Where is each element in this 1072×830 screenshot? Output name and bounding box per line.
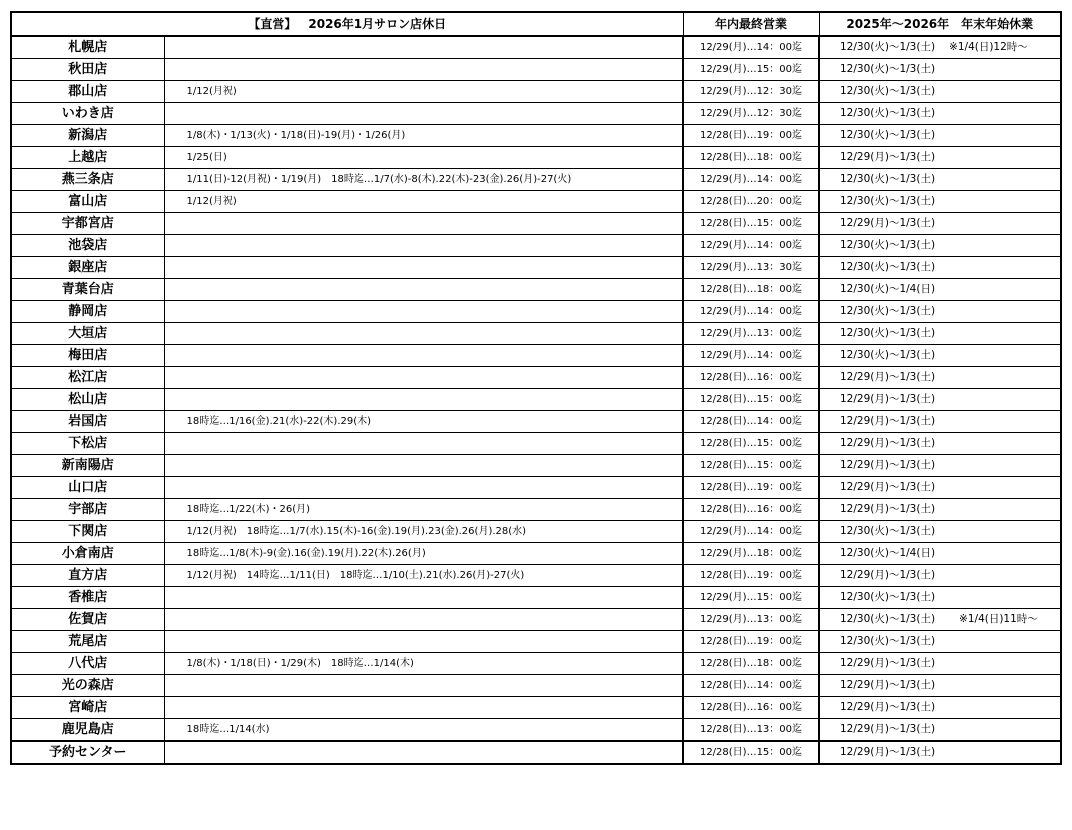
table-row <box>11 279 1061 301</box>
holiday-dates: 18時迄…1/22(木)・26(月) <box>164 499 683 521</box>
last-business-day: 12/28(日)…14：00迄 <box>683 411 819 433</box>
last-business-day: 12/28(日)…19：00迄 <box>683 631 819 653</box>
last-business-day: 12/29(月)…14：00迄 <box>683 169 819 191</box>
store-name: 岩国店 <box>11 411 164 433</box>
closure-period: 12/30(火)～1/3(土) <box>840 107 936 119</box>
table-row <box>11 103 1061 125</box>
store-name: 郡山店 <box>11 81 164 103</box>
holiday-dates: 1/12(月祝) 14時迄…1/11(日) 18時迄…1/10(土).21(水).26(月)-27(火) <box>164 565 683 587</box>
store-name: 香椎店 <box>11 587 164 609</box>
holiday-dates <box>164 609 683 631</box>
holiday-dates <box>164 587 683 609</box>
table-row <box>11 301 1061 323</box>
newyear-closure <box>819 499 1061 521</box>
holiday-dates <box>164 741 683 764</box>
closure-period: 12/30(火)～1/4(日) <box>840 283 936 295</box>
table-row <box>11 147 1061 169</box>
last-business-day: 12/29(月)…14：00迄 <box>683 521 819 543</box>
store-name: 富山店 <box>11 191 164 213</box>
last-business-day: 12/28(日)…19：00迄 <box>683 125 819 147</box>
table-row <box>11 389 1061 411</box>
closure-period: 12/30(火)～1/3(土) <box>840 173 936 185</box>
table-row <box>11 169 1061 191</box>
holiday-dates: 1/8(木)・1/13(火)・1/18(日)-19(月)・1/26(月) <box>164 125 683 147</box>
table-row <box>11 477 1061 499</box>
newyear-closure <box>819 719 1061 742</box>
store-name: 札幌店 <box>11 36 164 59</box>
table-row <box>11 631 1061 653</box>
table-row <box>11 433 1061 455</box>
store-name: 下関店 <box>11 521 164 543</box>
closure-period: 12/29(月)～1/3(土) <box>840 371 936 383</box>
closure-period: 12/29(月)～1/3(土) <box>840 679 936 691</box>
table-row <box>11 719 1061 742</box>
last-business-day: 12/29(月)…15：00迄 <box>683 587 819 609</box>
store-name: 静岡店 <box>11 301 164 323</box>
newyear-closure <box>819 59 1061 81</box>
last-business-day: 12/28(日)…15：00迄 <box>683 455 819 477</box>
store-name: 荒尾店 <box>11 631 164 653</box>
newyear-closure <box>819 235 1061 257</box>
newyear-closure <box>819 367 1061 389</box>
holiday-dates: 1/8(木)・1/18(日)・1/29(木) 18時迄…1/14(木) <box>164 653 683 675</box>
newyear-closure <box>819 103 1061 125</box>
last-day-header: 年内最終営業 <box>683 12 819 36</box>
holiday-dates: 18時迄…1/14(水) <box>164 719 683 742</box>
closure-period: 12/29(月)～1/3(土) <box>840 437 936 449</box>
store-name: 佐賀店 <box>11 609 164 631</box>
closure-period: 12/30(火)～1/3(土) <box>840 261 936 273</box>
last-business-day: 12/29(月)…14：00迄 <box>683 235 819 257</box>
last-business-day: 12/29(月)…12：30迄 <box>683 103 819 125</box>
reopen-note: ※1/4(日)12時～ <box>949 41 1028 53</box>
last-business-day: 12/28(日)…16：00迄 <box>683 697 819 719</box>
store-name: 大垣店 <box>11 323 164 345</box>
table-row <box>11 653 1061 675</box>
holiday-dates <box>164 279 683 301</box>
store-name: 宮崎店 <box>11 697 164 719</box>
holiday-dates: 1/12(月祝) <box>164 81 683 103</box>
newyear-closure <box>819 543 1061 565</box>
newyear-closure <box>819 411 1061 433</box>
store-name: 上越店 <box>11 147 164 169</box>
closure-period: 12/30(火)～1/3(土) <box>840 349 936 361</box>
newyear-closure <box>819 191 1061 213</box>
newyear-closure <box>819 36 1061 59</box>
holiday-dates: 1/25(日) <box>164 147 683 169</box>
table-row <box>11 521 1061 543</box>
closure-schedule-table <box>10 11 1062 765</box>
store-name: 梅田店 <box>11 345 164 367</box>
store-name: 光の森店 <box>11 675 164 697</box>
holiday-dates <box>164 631 683 653</box>
newyear-closure <box>819 147 1061 169</box>
newyear-closure <box>819 697 1061 719</box>
store-name: 松江店 <box>11 367 164 389</box>
table-row <box>11 191 1061 213</box>
newyear-closure <box>819 169 1061 191</box>
header-row <box>11 12 1061 36</box>
title-tag: 【直営】 <box>248 17 297 31</box>
last-business-day: 12/28(日)…18：00迄 <box>683 147 819 169</box>
closure-period: 12/29(月)～1/3(土) <box>840 459 936 471</box>
last-business-day: 12/29(月)…13：30迄 <box>683 257 819 279</box>
last-business-day: 12/29(月)…12：30迄 <box>683 81 819 103</box>
closure-period: 12/30(火)～1/3(土) <box>840 85 936 97</box>
table-row <box>11 609 1061 631</box>
closure-period: 12/30(火)～1/3(土) <box>840 41 936 53</box>
newyear-closure <box>819 301 1061 323</box>
closure-period: 12/30(火)～1/3(土) <box>840 525 936 537</box>
store-name: 銀座店 <box>11 257 164 279</box>
closure-period: 12/30(火)～1/3(土) <box>840 305 936 317</box>
holiday-dates <box>164 675 683 697</box>
closure-period: 12/30(火)～1/4(日) <box>840 547 936 559</box>
holiday-dates: 1/12(月祝) 18時迄…1/7(水).15(木)-16(金).19(月).23(金).26(月).28(水) <box>164 521 683 543</box>
store-name: 宇部店 <box>11 499 164 521</box>
last-business-day: 12/28(日)…15：00迄 <box>683 213 819 235</box>
table-row <box>11 125 1061 147</box>
store-name: 小倉南店 <box>11 543 164 565</box>
newyear-closure <box>819 477 1061 499</box>
table-row <box>11 411 1061 433</box>
last-business-day: 12/28(日)…15：00迄 <box>683 741 819 764</box>
last-business-day: 12/28(日)…19：00迄 <box>683 477 819 499</box>
closure-period: 12/30(火)～1/3(土) <box>840 591 936 603</box>
closure-period: 12/30(火)～1/3(土) <box>840 613 936 625</box>
holiday-dates <box>164 323 683 345</box>
holiday-dates: 1/11(日)-12(月祝)・1/19(月) 18時迄…1/7(水)-8(木).22(木)-23(金).26(月)-27(火) <box>164 169 683 191</box>
closure-period: 12/29(月)～1/3(土) <box>840 151 936 163</box>
last-business-day: 12/29(月)…13：00迄 <box>683 323 819 345</box>
holiday-dates <box>164 389 683 411</box>
newyear-closure <box>819 323 1061 345</box>
table-row <box>11 565 1061 587</box>
store-name: 新潟店 <box>11 125 164 147</box>
holiday-dates <box>164 257 683 279</box>
last-business-day: 12/28(日)…13：00迄 <box>683 719 819 742</box>
closure-period: 12/30(火)～1/3(土) <box>840 327 936 339</box>
last-business-day: 12/29(月)…13：00迄 <box>683 609 819 631</box>
newyear-closure <box>819 653 1061 675</box>
store-name: 燕三条店 <box>11 169 164 191</box>
newyear-closure <box>819 213 1061 235</box>
table-row <box>11 235 1061 257</box>
store-name: 八代店 <box>11 653 164 675</box>
newyear-closure <box>819 741 1061 764</box>
last-business-day: 12/28(日)…19：00迄 <box>683 565 819 587</box>
last-business-day: 12/29(月)…14：00迄 <box>683 301 819 323</box>
table-row <box>11 455 1061 477</box>
holiday-dates <box>164 455 683 477</box>
newyear-closure <box>819 345 1061 367</box>
newyear-closure <box>819 565 1061 587</box>
closure-period: 12/30(火)～1/3(土) <box>840 195 936 207</box>
holiday-dates <box>164 59 683 81</box>
last-business-day: 12/29(月)…14：00迄 <box>683 345 819 367</box>
table-row <box>11 587 1061 609</box>
table-row <box>11 543 1061 565</box>
store-name: 下松店 <box>11 433 164 455</box>
newyear-header: 2025年～2026年 年末年始休業 <box>819 12 1061 36</box>
table-row <box>11 81 1061 103</box>
newyear-closure <box>819 279 1061 301</box>
store-name: 予約センター <box>11 741 164 764</box>
closure-period: 12/29(月)～1/3(土) <box>840 701 936 713</box>
last-business-day: 12/28(日)…15：00迄 <box>683 433 819 455</box>
table-title-cell <box>11 12 683 36</box>
last-business-day: 12/28(日)…18：00迄 <box>683 653 819 675</box>
closure-period: 12/29(月)～1/3(土) <box>840 503 936 515</box>
closure-period: 12/30(火)～1/3(土) <box>840 635 936 647</box>
last-business-day: 12/29(月)…18：00迄 <box>683 543 819 565</box>
newyear-closure <box>819 389 1061 411</box>
holiday-dates <box>164 367 683 389</box>
newyear-closure <box>819 609 1061 631</box>
store-name: 新南陽店 <box>11 455 164 477</box>
newyear-closure <box>819 521 1061 543</box>
last-business-day: 12/29(月)…15：00迄 <box>683 59 819 81</box>
newyear-closure <box>819 257 1061 279</box>
closure-period: 12/29(月)～1/3(土) <box>840 481 936 493</box>
closure-period: 12/29(月)～1/3(土) <box>840 393 936 405</box>
closure-period: 12/29(月)～1/3(土) <box>840 415 936 427</box>
holiday-dates <box>164 235 683 257</box>
table-row <box>11 675 1061 697</box>
closure-period: 12/30(火)～1/3(土) <box>840 63 936 75</box>
table-row <box>11 697 1061 719</box>
closure-period: 12/30(火)～1/3(土) <box>840 129 936 141</box>
holiday-dates: 1/12(月祝) <box>164 191 683 213</box>
last-business-day: 12/28(日)…15：00迄 <box>683 389 819 411</box>
store-name: 池袋店 <box>11 235 164 257</box>
table-row <box>11 367 1061 389</box>
holiday-dates <box>164 697 683 719</box>
store-name: 青葉台店 <box>11 279 164 301</box>
holiday-dates: 18時迄…1/16(金).21(水)-22(木).29(木) <box>164 411 683 433</box>
store-name: いわき店 <box>11 103 164 125</box>
holiday-dates <box>164 36 683 59</box>
newyear-closure <box>819 587 1061 609</box>
holiday-dates <box>164 103 683 125</box>
newyear-closure <box>819 455 1061 477</box>
store-name: 秋田店 <box>11 59 164 81</box>
table-row <box>11 36 1061 59</box>
store-name: 鹿児島店 <box>11 719 164 742</box>
reopen-note: ※1/4(日)11時～ <box>959 613 1038 625</box>
last-business-day: 12/28(日)…20：00迄 <box>683 191 819 213</box>
last-business-day: 12/28(日)…18：00迄 <box>683 279 819 301</box>
newyear-closure <box>819 675 1061 697</box>
last-business-day: 12/28(日)…14：00迄 <box>683 675 819 697</box>
holiday-dates <box>164 433 683 455</box>
closure-period: 12/29(月)～1/3(土) <box>840 657 936 669</box>
table-row <box>11 345 1061 367</box>
closure-period: 12/30(火)～1/3(土) <box>840 239 936 251</box>
table-row <box>11 323 1061 345</box>
holiday-dates <box>164 213 683 235</box>
table-row <box>11 213 1061 235</box>
newyear-closure <box>819 125 1061 147</box>
closure-period: 12/29(月)～1/3(土) <box>840 217 936 229</box>
closure-period: 12/29(月)～1/3(土) <box>840 569 936 581</box>
newyear-closure <box>819 631 1061 653</box>
last-business-day: 12/28(日)…16：00迄 <box>683 499 819 521</box>
store-name: 直方店 <box>11 565 164 587</box>
closure-period: 12/29(月)～1/3(土) <box>840 723 936 735</box>
store-name: 山口店 <box>11 477 164 499</box>
holiday-dates <box>164 345 683 367</box>
newyear-closure <box>819 81 1061 103</box>
last-business-day: 12/29(月)…14：00迄 <box>683 36 819 59</box>
table-row <box>11 499 1061 521</box>
holiday-dates <box>164 301 683 323</box>
store-name: 松山店 <box>11 389 164 411</box>
table-row <box>11 257 1061 279</box>
table-row <box>11 59 1061 81</box>
last-business-day: 12/28(日)…16：00迄 <box>683 367 819 389</box>
newyear-closure <box>819 433 1061 455</box>
holiday-dates <box>164 477 683 499</box>
table-title: 2026年1月サロン店休日 <box>308 17 447 31</box>
store-name: 宇都宮店 <box>11 213 164 235</box>
holiday-dates: 18時迄…1/8(木)-9(金).16(金).19(月).22(木).26(月) <box>164 543 683 565</box>
table-row <box>11 741 1061 764</box>
closure-period: 12/29(月)～1/3(土) <box>840 746 936 758</box>
